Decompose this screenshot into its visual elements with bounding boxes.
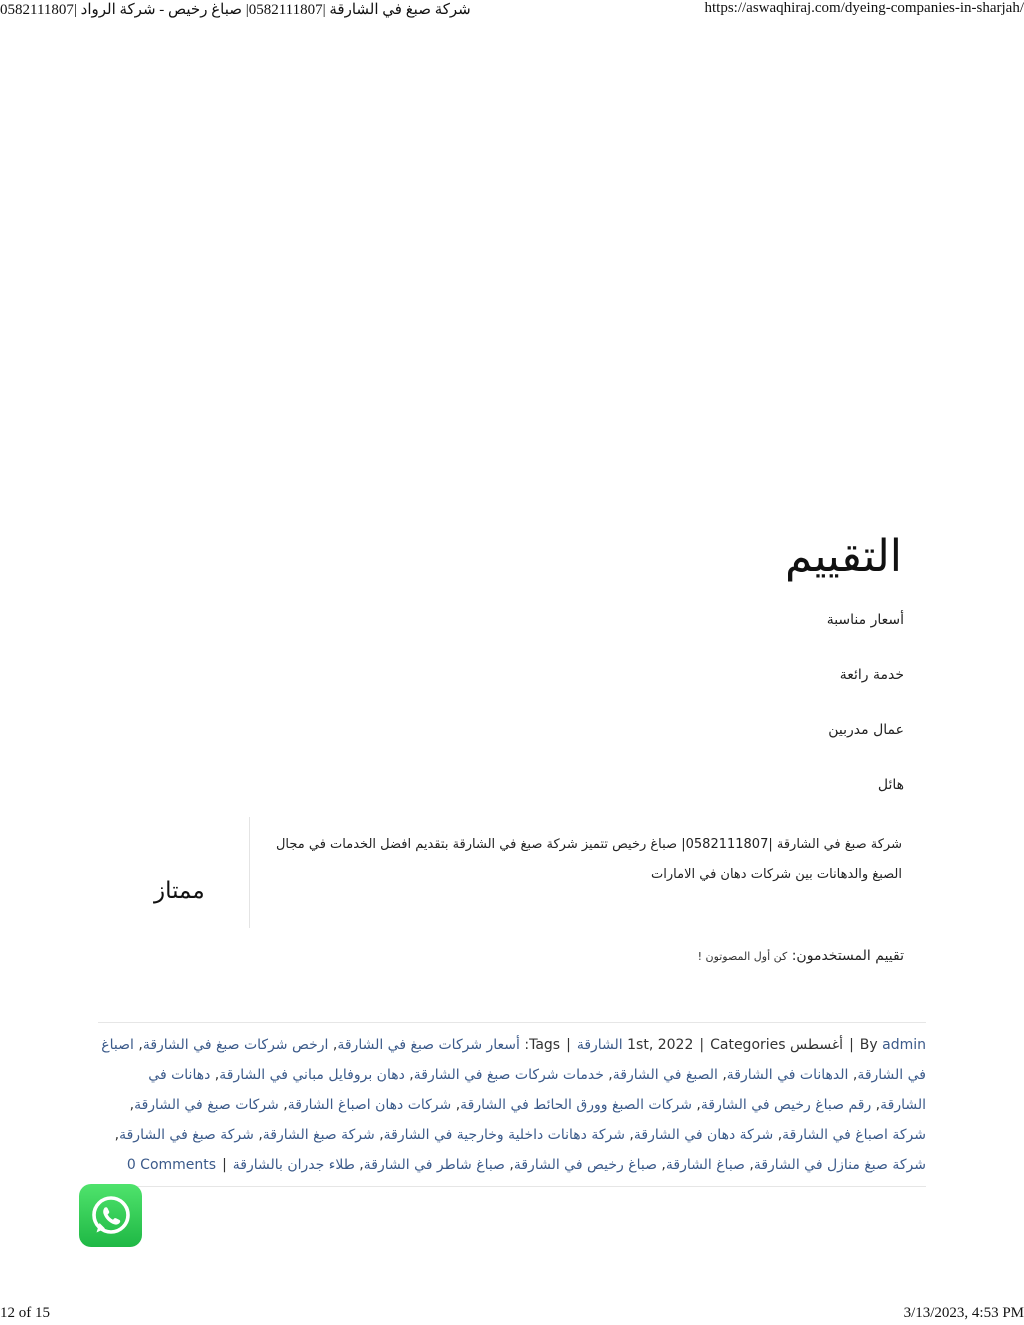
tag-comma: , xyxy=(871,1097,881,1113)
tag-link[interactable]: دهانات في الشارقة xyxy=(148,1067,926,1113)
whatsapp-icon xyxy=(87,1192,135,1240)
meta-top-divider xyxy=(98,1022,926,1023)
meta-separator: | xyxy=(222,1157,227,1173)
review-summary: شركة صبغ في الشارقة |0582111807| صباغ رخيص تتميز شركة صبغ في الشارقة بتقديم افضل الخدمات في مجال الصبغ والدهانات بين شركات دهان في الامارات xyxy=(275,837,902,882)
tag-comma: , xyxy=(210,1067,220,1083)
tag-link[interactable]: الدهانات في الشارقة xyxy=(726,1067,849,1083)
tag-link[interactable]: شركة اصباغ في الشارقة xyxy=(782,1127,926,1143)
tag-link[interactable]: رقم صباغ رخيص في الشارقة xyxy=(700,1097,872,1113)
tag-link[interactable]: صباغ الشارقة xyxy=(665,1157,745,1173)
tag-link[interactable]: أسعار شركات صبغ في الشارقة xyxy=(337,1037,520,1053)
meta-separator: | xyxy=(699,1037,705,1053)
tag-link[interactable]: شركات صبغ في الشارقة xyxy=(134,1097,279,1113)
tag-comma: , xyxy=(848,1067,858,1083)
tag-link[interactable]: طلاء جدران بالشارقة xyxy=(232,1157,355,1173)
review-criterion: أسعار مناسبة xyxy=(826,612,904,628)
review-score-label: ممتاز xyxy=(154,878,205,904)
tag-link[interactable]: شركة صبغ في الشارقة xyxy=(119,1127,254,1143)
tag-comma: , xyxy=(114,1127,120,1143)
user-rating-label: تقييم المستخدمون: xyxy=(791,948,904,964)
by-label: By xyxy=(859,1037,878,1053)
tag-comma: , xyxy=(253,1127,263,1143)
whatsapp-button[interactable] xyxy=(79,1184,142,1247)
print-footer-datetime: 3/13/2023, 4:53 PM xyxy=(903,1305,1024,1321)
tag-comma: , xyxy=(374,1127,384,1143)
tag-link[interactable]: دهان بروفايل مباني في الشارقة xyxy=(219,1067,405,1083)
comments-link[interactable]: 0 Comments xyxy=(126,1157,217,1173)
tag-comma: , xyxy=(691,1097,701,1113)
tag-list xyxy=(101,1037,926,1173)
tag-comma: , xyxy=(773,1127,783,1143)
tag-comma: , xyxy=(328,1037,338,1053)
tag-comma: , xyxy=(603,1067,613,1083)
tag-link[interactable]: خدمات شركات صبغ في الشارقة xyxy=(413,1067,604,1083)
tag-link[interactable]: الصبغ في الشارقة xyxy=(612,1067,718,1083)
user-rating xyxy=(698,948,904,964)
review-title: التقييم xyxy=(784,531,902,582)
tag-comma: , xyxy=(404,1067,414,1083)
tag-comma: , xyxy=(504,1157,514,1173)
tags-label: Tags: xyxy=(524,1037,561,1053)
tag-comma: , xyxy=(656,1157,666,1173)
meta-separator: | xyxy=(849,1037,854,1053)
tag-comma: , xyxy=(451,1097,461,1113)
tag-comma: , xyxy=(354,1157,364,1173)
categories-label: Categories xyxy=(710,1037,786,1053)
tag-comma: , xyxy=(717,1067,727,1083)
meta-separator: | xyxy=(566,1037,571,1053)
author-link[interactable]: admin xyxy=(882,1037,926,1053)
post-meta xyxy=(100,1030,926,1180)
tag-link[interactable]: شركات دهان اصباغ الشارقة xyxy=(287,1097,452,1113)
review-criterion: خدمة رائعة xyxy=(839,667,904,683)
print-footer-page: 12 of 15 xyxy=(0,1305,50,1321)
category-link[interactable]: الشارقة xyxy=(576,1037,623,1053)
tag-comma: , xyxy=(744,1157,754,1173)
post-date-day-year: 1st, 2022 xyxy=(627,1037,694,1053)
tag-link[interactable]: صباغ شاطر في الشارقة xyxy=(363,1157,505,1173)
tag-link[interactable]: صباغ رخيص في الشارقة xyxy=(513,1157,657,1173)
review-criterion: عمال مدربين xyxy=(828,722,904,738)
author-byline xyxy=(860,1037,926,1053)
tag-link[interactable]: شركة دهان في الشارقة xyxy=(633,1127,774,1143)
tag-link[interactable]: شركة دهانات داخلية وخارجية في الشارقة xyxy=(383,1127,625,1143)
summary-divider xyxy=(249,817,250,928)
tag-link[interactable]: شركة صبغ الشارقة xyxy=(262,1127,375,1143)
tag-link[interactable]: اصباغ في الشارقة xyxy=(101,1037,926,1083)
tag-comma: , xyxy=(133,1037,143,1053)
tag-link[interactable]: شركات الصبغ وورق الحائط في الشارقة xyxy=(460,1097,692,1113)
print-header-url: https://aswaqhiraj.com/dyeing-companies-in-sharjah/ xyxy=(704,0,1024,16)
review-criterion: هائل xyxy=(877,777,904,793)
print-header-title: شركة صبغ في الشارقة |0582111807| صباغ رخيص - شركة الرواد |0582111807 xyxy=(0,2,471,18)
tag-link[interactable]: شركة صبغ منازل في الشارقة xyxy=(753,1157,926,1173)
tag-link[interactable]: ارخص شركات صبغ في الشارقة xyxy=(142,1037,329,1053)
tag-comma: , xyxy=(624,1127,634,1143)
post-date-month: أغسطس xyxy=(790,1037,844,1053)
tag-comma: , xyxy=(278,1097,288,1113)
tag-comma: , xyxy=(129,1097,135,1113)
user-rating-note[interactable]: كن أول المصوتون ! xyxy=(697,950,788,963)
meta-bottom-divider xyxy=(98,1186,926,1187)
